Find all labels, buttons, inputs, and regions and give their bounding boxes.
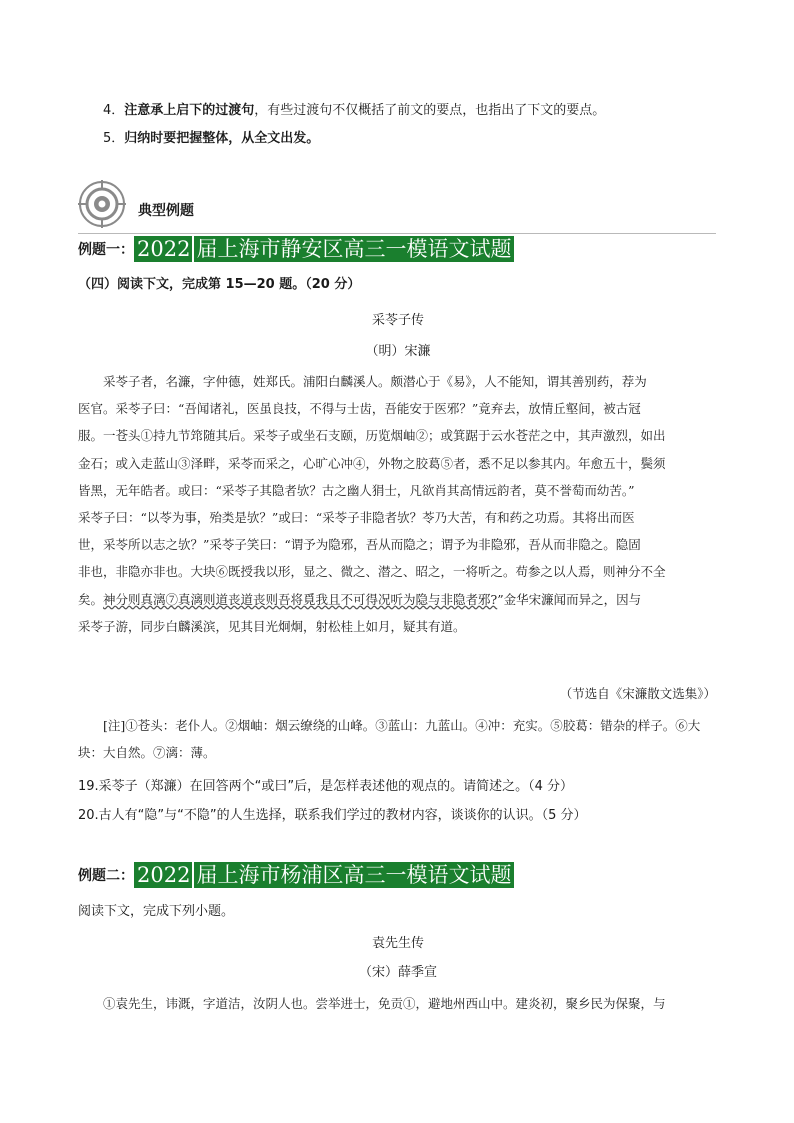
passage-1-notes: [注]①苍头：老仆人。②烟岫：烟云缭绕的山峰。③蓝山：九蓝山。④冲：充实。⑤胶葛：错杂的样子。⑥大 块：大自然。⑦漓：薄。 bbox=[78, 718, 701, 760]
passage-2-body: ①袁先生，讳溉，字道洁，汝阴人也。尝举进士，免贡①，避地州西山中。建炎初，聚乡民为保聚，与 bbox=[103, 996, 666, 1011]
passage-1-body: 采苓子者，名濂，字仲德，姓郑氏。浦阳白麟溪人。颇潜心于《易》，人不能知，谓其善别药，荐为 医官。采苓子曰：“吾闻诸礼，医虽良技，不得与士齿，吾能安于医邪？”竟弃去，放情丘壑间，被古冠 服。一苍头①持九节筇随其后。采苓子或坐石支颐，历览烟岫②；或箕踞于云水苍茫之中，其声激烈，如出 金石；或入走蓝山③泽畔，采苓而采之，心旷心冲④，外物之胶葛⑤者，悉不足以参其内。年愈五十，鬓须 皆黑，无年皓者。或曰：“采苓子其隐者欤？古之幽人狷士，凡欲肖其高情远韵者，莫不誉萄而幼苦。” 采苓子曰：“以苓为事，殆类是欤？”或曰：“采苓子非隐者欤？苓乃大苦，有和药之功焉。其将出而医 世，采苓所以志之欤？”采苓子笑曰：“谓予为隐邪，吾从而隐之；谓予为非隐邪，吾从而非隐之。隐固 非也，非隐亦非也。大块⑥既授我以形，显之、微之、潜之、昭之，一将听之。苟参之以人焉，则神分不全 矣。神分则真漓⑦真漓则道丧道丧则吾将覓我且不可得况听为隐与非隐者邪?”金华宋濂闻而异之，因与 采苓子游，同步白麟溪滨，见其目光炯炯，射松桂上如月，疑其有道。 bbox=[78, 368, 718, 640]
passage-1-title: 采苓子传 bbox=[371, 313, 424, 328]
passage-1-line-9: 矣。神分则真漓⑦真漓则道丧道丧则吾将覓我且不可得况听为隐与非隐者邪?”金华宋濂闻而异之，因与 bbox=[78, 591, 642, 607]
passage-2-author: （宋）薛季宣 bbox=[358, 965, 437, 980]
section-divider bbox=[78, 233, 716, 234]
target-icon bbox=[78, 180, 126, 228]
example-1-label: 例题一： bbox=[78, 242, 134, 258]
tip-5: 5．归纳时要把握整体，从全文出发。 bbox=[103, 131, 320, 146]
example-1-heading bbox=[78, 236, 514, 264]
passage-2-title: 袁先生传 bbox=[371, 936, 424, 951]
example-1-banner: 2022 届上海市静安区高三一模语文试题 bbox=[134, 236, 514, 262]
question-19: 19.采苓子（郑濂）在回答两个“或曰”后，是怎样表述他的观点的。请简述之。（4 分） bbox=[78, 779, 574, 794]
section-header bbox=[78, 180, 718, 236]
example-2-label: 例题二： bbox=[78, 868, 134, 884]
underlined-sentence: 神分则真漓⑦真漓则道丧道丧则吾将覓我且不可得况听为隐与非隐者邪? bbox=[103, 591, 498, 607]
question-20: 20.古人有“隐”与“不隐”的人生选择，联系我们学过的教材内容，谈谈你的认识。（5 分） bbox=[78, 808, 587, 823]
passage-1-source: （节选自《宋濂散文选集》） bbox=[559, 686, 716, 701]
example-1-instruction: （四）阅读下文，完成第 15—20 题。（20 分） bbox=[78, 277, 361, 292]
tip-4: 4．注意承上启下的过渡句，有些过渡句不仅概括了前文的要点，也指出了下文的要点。 bbox=[103, 103, 606, 118]
example-2-banner: 2022 届上海市杨浦区高三一模语文试题 bbox=[134, 862, 514, 888]
passage-1-author: （明）宋濂 bbox=[365, 344, 431, 359]
example-2-instruction: 阅读下文，完成下列小题。 bbox=[78, 904, 235, 919]
section-title: 典型例题 bbox=[138, 203, 194, 219]
example-2-heading bbox=[78, 862, 514, 890]
